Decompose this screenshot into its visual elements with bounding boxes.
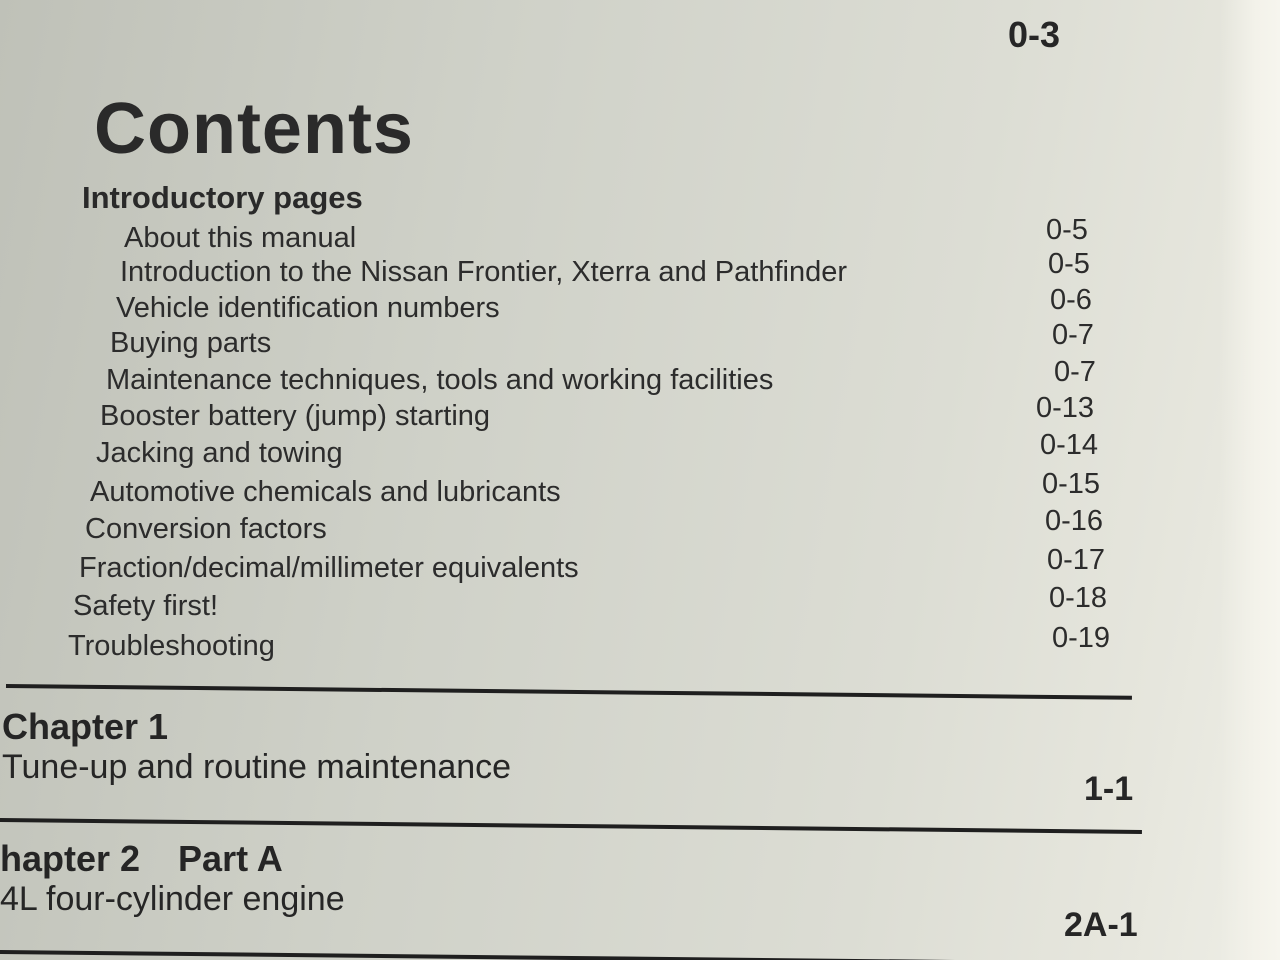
toc-page: 0-15 xyxy=(1042,468,1101,500)
page-number: 0-3 xyxy=(1008,14,1061,55)
toc-page: 0-7 xyxy=(1054,356,1096,388)
page-edge xyxy=(1220,0,1280,960)
toc-page: 0-13 xyxy=(1036,392,1095,424)
divider-rule xyxy=(6,684,1132,700)
divider-rule xyxy=(0,818,1142,834)
toc-label: Buying parts xyxy=(110,327,272,359)
toc-page: 0-17 xyxy=(1047,544,1106,576)
toc-label: Automotive chemicals and lubricants xyxy=(90,476,561,508)
toc-page: 0-5 xyxy=(1048,248,1090,280)
divider-rule xyxy=(0,950,1150,960)
chapter-page: 1-1 xyxy=(1084,770,1134,808)
toc-page: 0-18 xyxy=(1049,582,1108,614)
toc-label: Troubleshooting xyxy=(68,630,275,662)
chapter-number: hapter 2 xyxy=(0,838,141,879)
chapter-page: 2A-1 xyxy=(1064,906,1138,944)
chapter-part: Part A xyxy=(178,838,283,879)
toc-label: Introduction to the Nissan Frontier, Xterra and Pathfinder xyxy=(120,256,848,288)
toc-label: Jacking and towing xyxy=(96,437,343,469)
chapter-subtitle: 4L four-cylinder engine xyxy=(0,880,345,918)
chapter-title xyxy=(0,838,345,880)
toc-page: 0-19 xyxy=(1052,622,1111,654)
chapter-2a-entry xyxy=(0,838,345,919)
page-title: Contents xyxy=(94,89,414,169)
toc-page: 0-5 xyxy=(1046,214,1088,246)
toc-label: Conversion factors xyxy=(85,513,327,545)
chapter-1-entry xyxy=(2,706,511,787)
toc-page: 0-6 xyxy=(1050,284,1092,316)
toc-label: About this manual xyxy=(124,222,357,254)
section-heading-introductory: Introductory pages xyxy=(82,180,363,215)
toc-label: Maintenance techniques, tools and working facilities xyxy=(106,364,774,396)
toc-page: 0-7 xyxy=(1052,319,1094,351)
toc-label: Safety first! xyxy=(73,590,219,622)
chapter-title xyxy=(2,706,511,748)
toc-label: Fraction/decimal/millimeter equivalents xyxy=(79,552,579,584)
toc-label: Booster battery (jump) starting xyxy=(100,400,491,432)
toc-page: 0-16 xyxy=(1045,505,1104,537)
toc-label: Vehicle identification numbers xyxy=(116,292,500,324)
chapter-number: Chapter 1 xyxy=(2,706,169,747)
toc-page: 0-14 xyxy=(1040,429,1099,461)
chapter-subtitle: Tune-up and routine maintenance xyxy=(2,748,512,786)
